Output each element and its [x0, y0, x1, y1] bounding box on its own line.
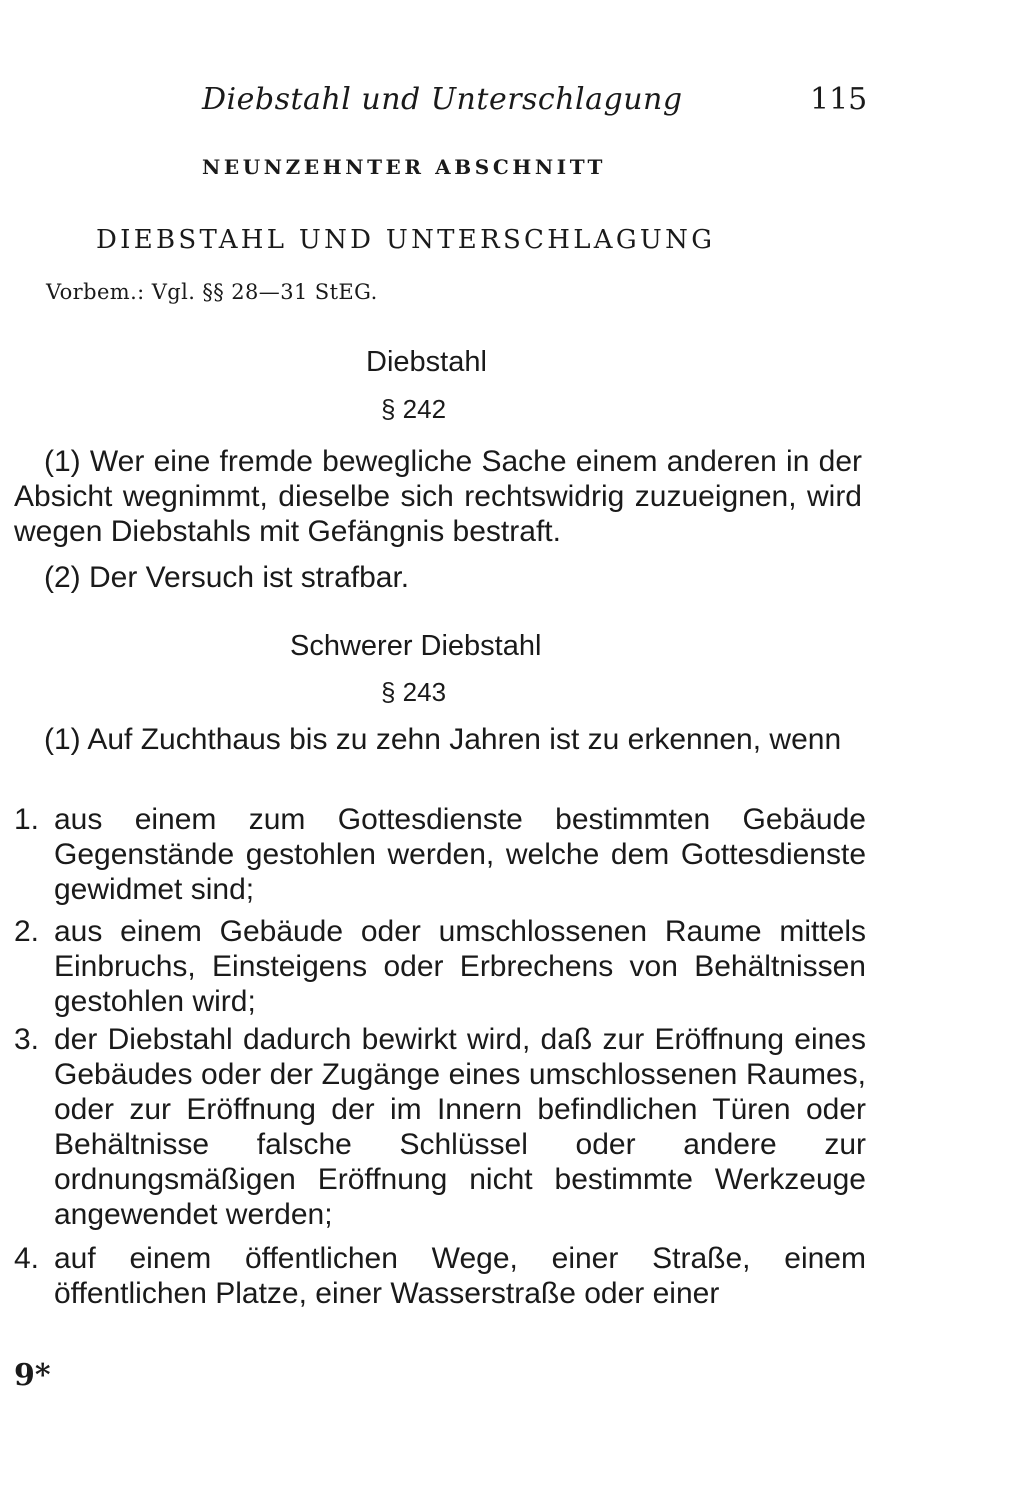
section-label: NEUNZEHNTER ABSCHNITT: [202, 155, 606, 179]
paragraph-243-clause-1: (1) Auf Zuchthaus bis zu zehn Jahren ist zu erkennen, wenn: [44, 723, 842, 756]
list-item-text: der Diebstahl dadurch bewirkt wird, daß zur Eröffnung eines Gebäudes oder der Zugänge eines umschlossenen Raumes, oder zur Eröffnung der im Innern befindlichen Türen oder Behältnisse falsche Schlüssel oder andere zur ordnungsmäßigen Eröffnung nicht bestimmte Werkzeuge angewendet werden;: [54, 1023, 866, 1231]
list-item-number: 2.: [14, 915, 40, 948]
list-item-number: 3.: [14, 1023, 40, 1056]
list-item: [14, 914, 866, 1019]
section-title: DIEBSTAHL UND UNTERSCHLAGUNG: [96, 225, 716, 255]
paragraph-242-number: § 242: [381, 394, 447, 424]
paragraph-242-clause-2: (2) Der Versuch ist strafbar.: [44, 561, 410, 594]
list-item-number: 1.: [14, 803, 40, 836]
list-item-text: aus einem zum Gottesdienste bestimmten Gebäude Gegenstände gestohlen werden, welche dem Gottesdienste gewidmet sind;: [54, 803, 866, 906]
list-item-text: aus einem Gebäude oder umschlossenen Raume mittels Einbruchs, Einsteigens oder Erbrechens von Behältnissen gestohlen wird;: [54, 915, 866, 1018]
list-item-number: 4.: [14, 1242, 40, 1275]
page-number: 115: [810, 82, 868, 117]
list-item: [14, 1022, 866, 1232]
paragraph-242-heading: Diebstahl: [366, 346, 487, 378]
list-item: [14, 802, 866, 907]
running-title: Diebstahl und Unterschlagung: [202, 82, 683, 117]
list-item-text: auf einem öffentlichen Wege, einer Straße, einem öffentlichen Platze, einer Wasserstraße oder einer: [54, 1242, 866, 1310]
signature-mark: 9*: [14, 1358, 51, 1393]
paragraph-243-heading: Schwerer Diebstahl: [290, 630, 542, 662]
paragraph-242-clause-1: (1) Wer eine fremde bewegliche Sache einem anderen in der Absicht wegnimmt, dieselbe sich rechtswidrig zuzueignen, wird wegen Diebstahls mit Gefängnis bestraft.: [14, 445, 862, 548]
list-item: [14, 1241, 866, 1311]
preliminary-note: Vorbem.: Vgl. §§ 28—31 StEG.: [46, 280, 378, 304]
paragraph-243-number: § 243: [381, 677, 447, 707]
